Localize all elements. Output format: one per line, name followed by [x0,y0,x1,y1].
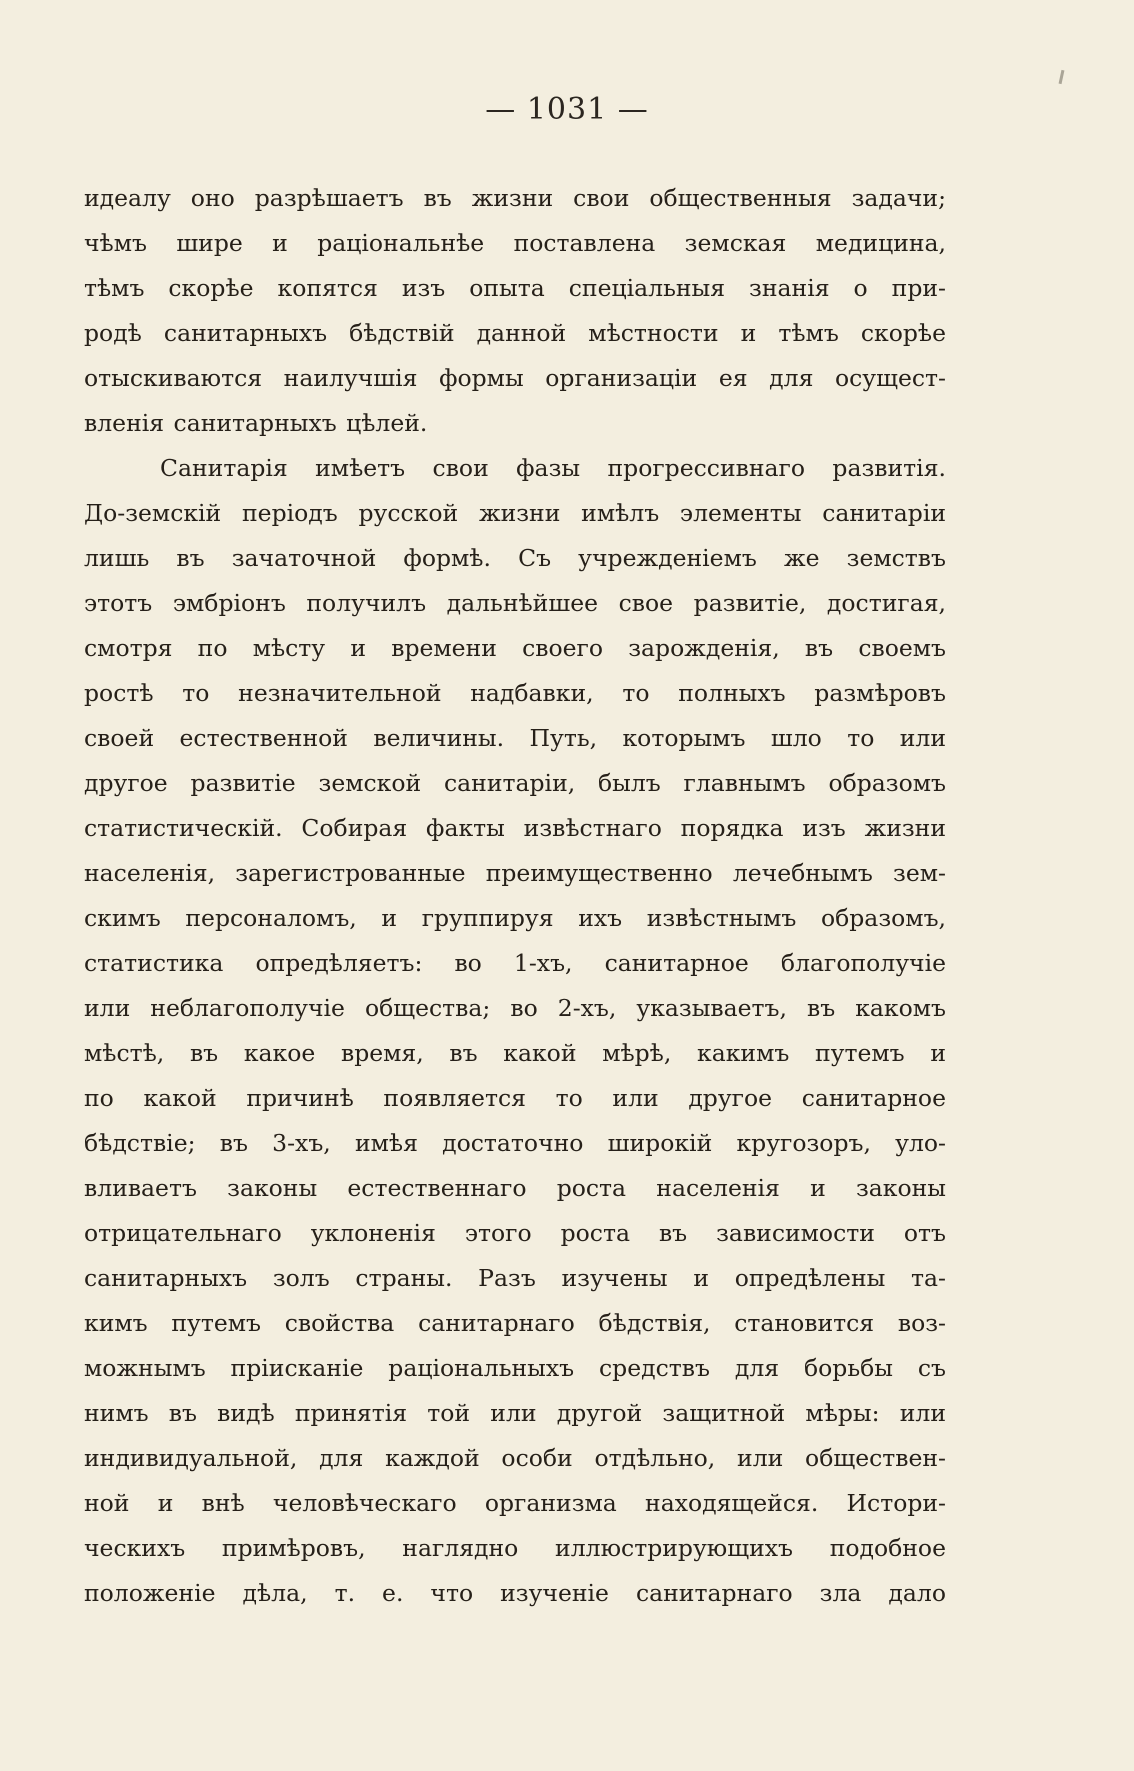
text-line: родѣ санитарныхъ бѣдствій данной мѣстности и тѣмъ скорѣе [84,319,946,347]
text-line: кимъ путемъ свойства санитарнаго бѣдствія, становится воз- [84,1309,946,1337]
text-line: бѣдствіе; въ 3-хъ, имѣя достаточно широкій кругозоръ, уло- [84,1129,946,1157]
text-line: Санитарія имѣетъ свои фазы прогрессивнаго развитія. [160,454,946,482]
text-line: отыскиваются наилучшія формы организаціи ея для осущест- [84,364,946,392]
text-line: тѣмъ скорѣе копятся изъ опыта спеціальныя знанія о при- [84,274,946,302]
paragraph-1 [84,176,946,446]
text-line: До-земскій періодъ русской жизни имѣлъ элементы санитаріи [84,499,946,527]
text-line: мѣстѣ, въ какое время, въ какой мѣрѣ, какимъ путемъ и [84,1039,946,1067]
text-line: статистика опредѣляетъ: во 1-хъ, санитарное благополучіе [84,949,946,977]
paragraph-2 [84,446,946,1616]
text-line: чѣмъ шире и раціональнѣе поставлена земская медицина, [84,229,946,257]
text-line: вливаетъ законы естественнаго роста населенія и законы [84,1174,946,1202]
text-line: лишь въ зачаточной формѣ. Съ учрежденіемъ же земствъ [84,544,946,572]
text-line: нимъ въ видѣ принятія той или другой защитной мѣры: или [84,1399,946,1427]
text-line: можнымъ пріисканіе раціональныхъ средствъ для борьбы съ [84,1354,946,1382]
text-line: другое развитіе земской санитаріи, былъ главнымъ образомъ [84,769,946,797]
text-line: этотъ эмбріонъ получилъ дальнѣйшее свое развитіе, достигая, [84,589,946,617]
body-text [84,176,946,1616]
text-line: смотря по мѣсту и времени своего зарожденія, въ своемъ [84,634,946,662]
text-line: вленія санитарныхъ цѣлей. [84,409,428,437]
text-line: ческихъ примѣровъ, наглядно иллюстрирующихъ подобное [84,1534,946,1562]
text-line: ростѣ то незначительной надбавки, то полныхъ размѣровъ [84,679,946,707]
text-line: санитарныхъ золъ страны. Разъ изучены и опредѣлены та- [84,1264,946,1292]
text-line: отрицательнаго уклоненія этого роста въ зависимости отъ [84,1219,946,1247]
text-line: индивидуальной, для каждой особи отдѣльно, или обществен- [84,1444,946,1472]
text-line: населенія, зарегистрованные преимущественно лечебнымъ зем- [84,859,946,887]
ink-mark [1059,70,1065,84]
text-line: или неблагополучіе общества; во 2-хъ, указываетъ, въ какомъ [84,994,946,1022]
text-line: статистическій. Собирая факты извѣстнаго порядка изъ жизни [84,814,946,842]
page-number: — 1031 — [485,92,649,127]
text-line: идеалу оно разрѣшаетъ въ жизни свои общественныя задачи; [84,184,946,212]
text-line: по какой причинѣ появляется то или другое санитарное [84,1084,946,1112]
text-line: своей естественной величины. Путь, которымъ шло то или [84,724,946,752]
text-line: ной и внѣ человѣческаго организма находящейся. Истори- [84,1489,946,1517]
text-line: скимъ персоналомъ, и группируя ихъ извѣстнымъ образомъ, [84,904,946,932]
text-line: положеніе дѣла, т. е. что изученіе санитарнаго зла дало [84,1579,946,1607]
